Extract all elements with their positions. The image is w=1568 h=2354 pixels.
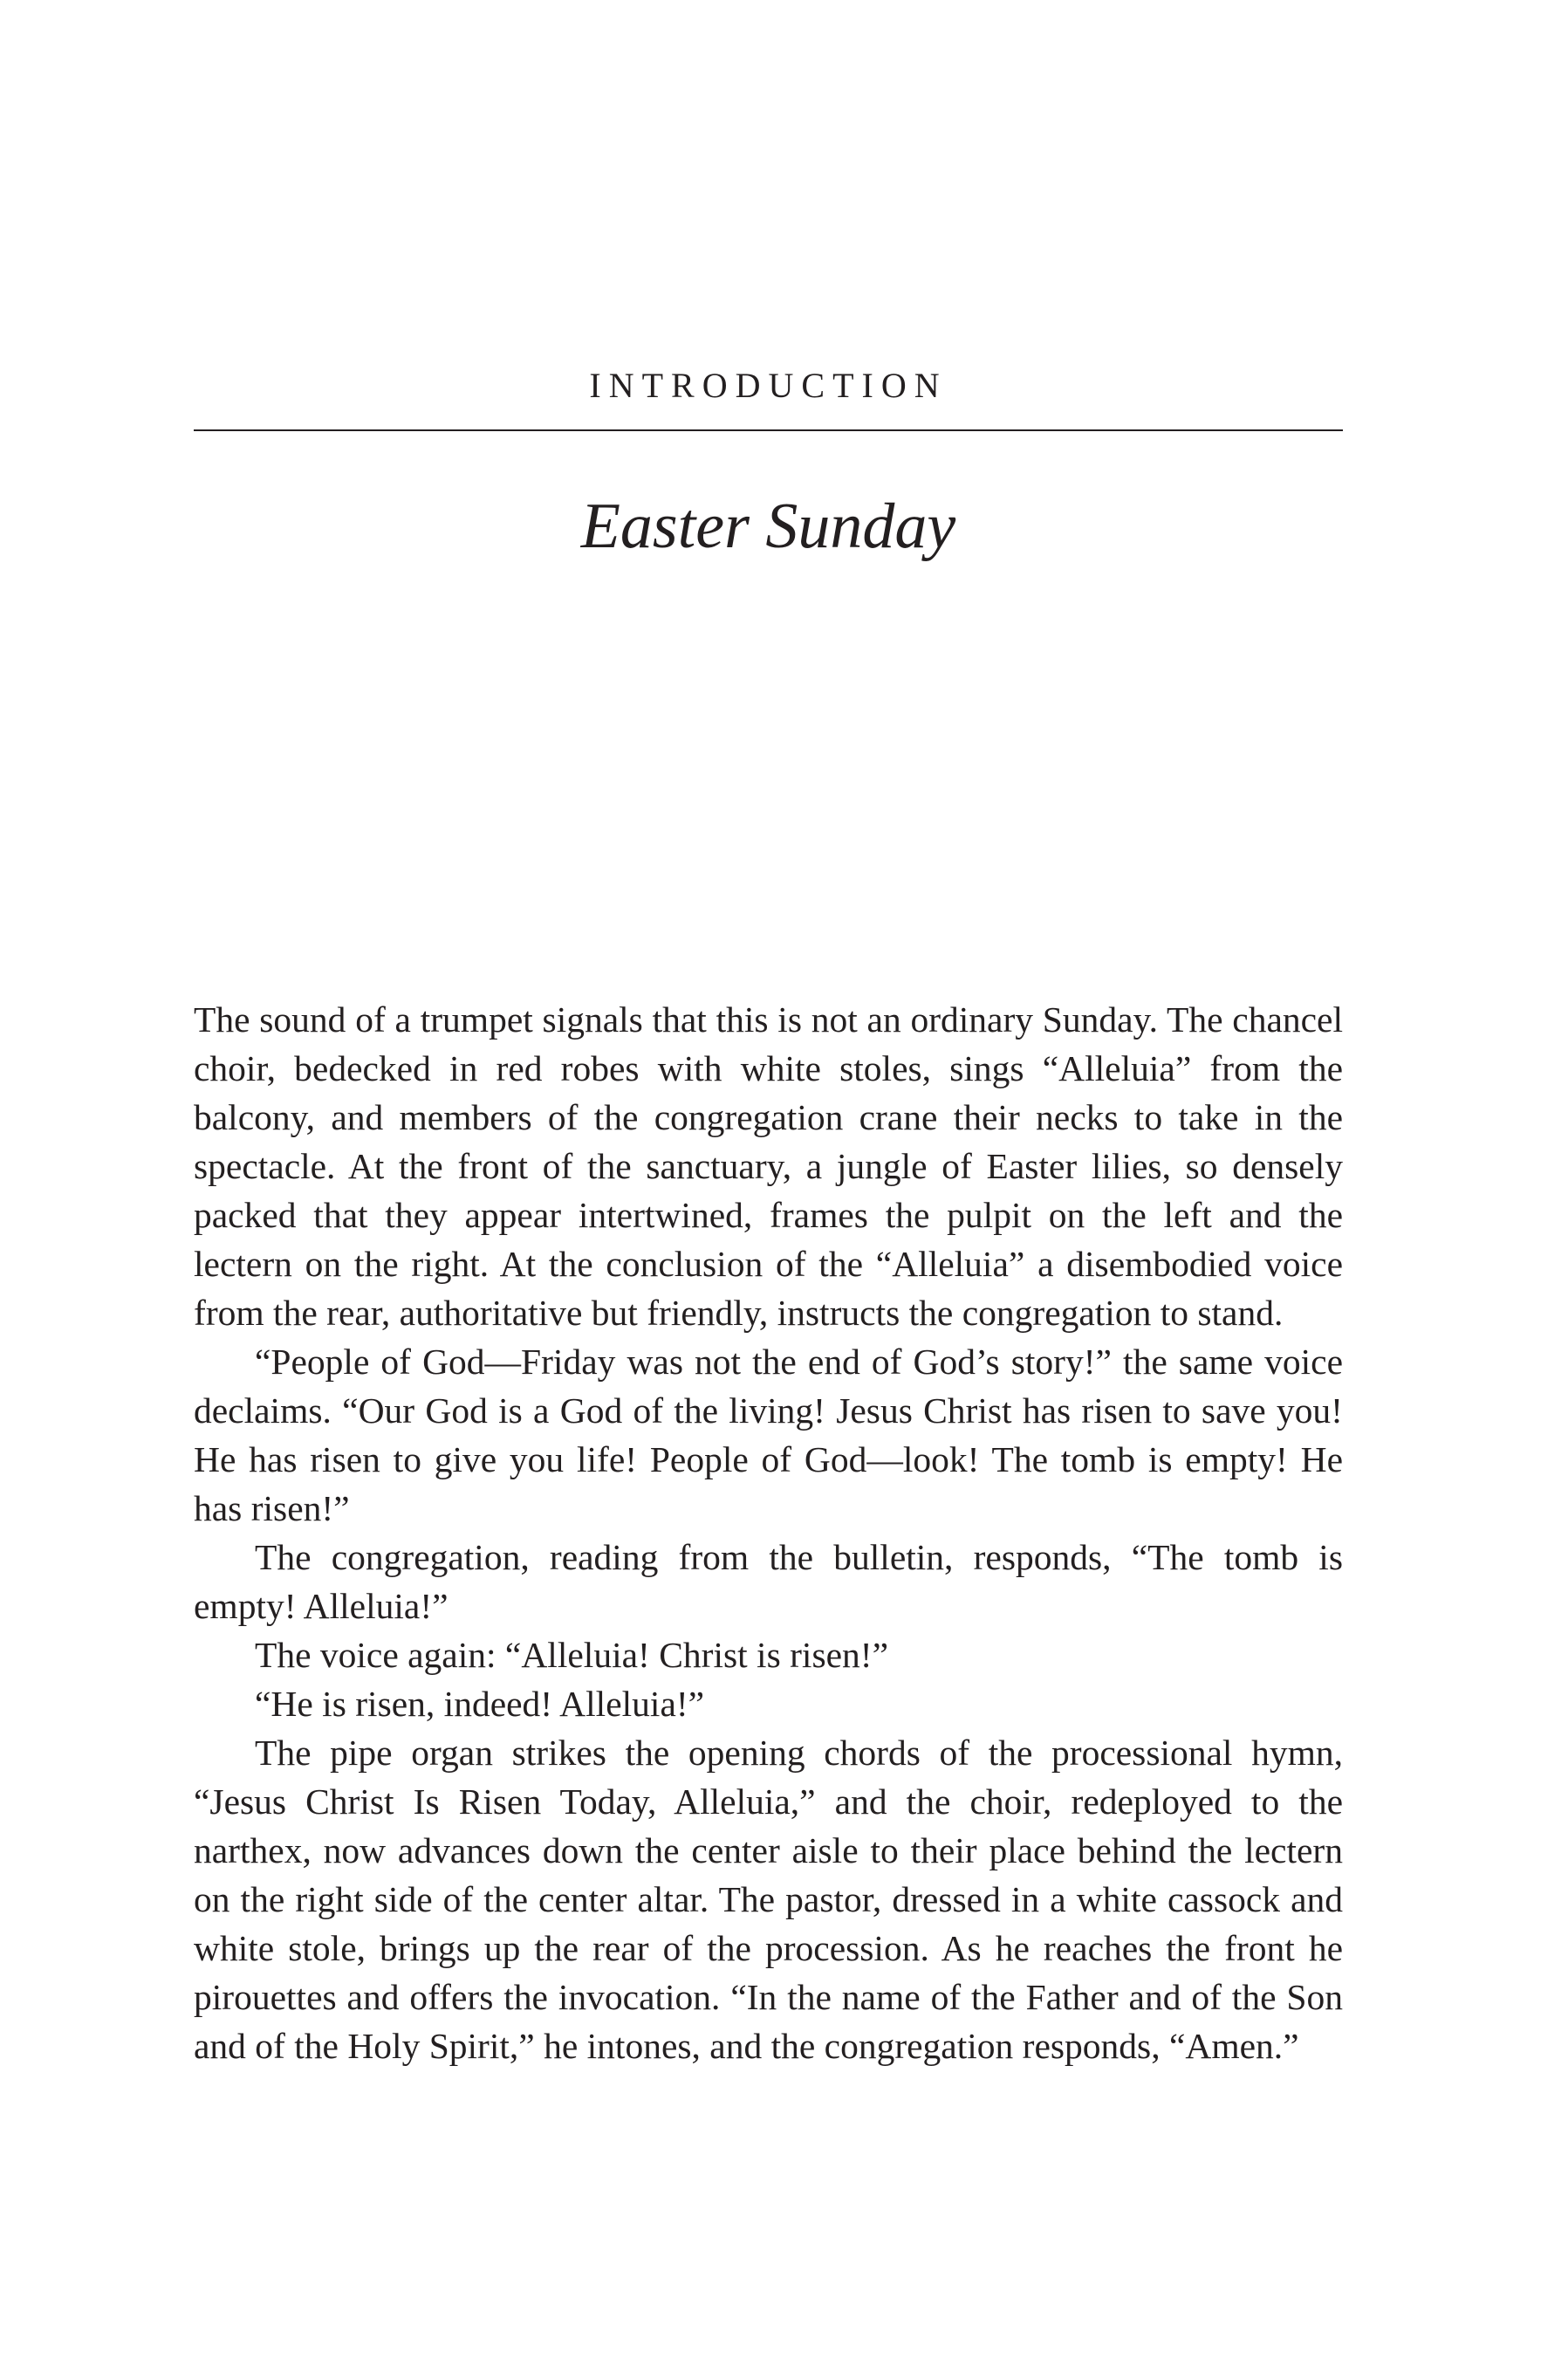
chapter-label: INTRODUCTION [589,366,948,405]
paragraph: The sound of a trumpet signals that this is not an ordinary Sunday. The chancel choir, bedecked in red robes with white stoles, sings “Alleluia” from the balcony, and members of the congregation crane their necks to take in the spectacle. At the front of the sanctuary, a jungle of Easter lilies, so densely packed that they appear intertwined, frames the pulpit on the left and the lectern on the right. At the conclusion of the “Alleluia” a disembodied voice from the rear, authoritative but friendly, instructs the congregation to stand. [194,999,1343,1333]
paragraph: “He is risen, indeed! Alleluia!” [255,1684,705,1724]
paragraph: The pipe organ strikes the opening chords of the processional hymn, “Jesus Christ Is Risen Today, Alleluia,” and the choir, redeployed to the narthex, now advances down the center aisle to their place behind the lectern on the right side of the center altar. The pastor, dressed in a white cassock and white stole, brings up the rear of the procession. As he reaches the front he pirouettes and offers the invocation. “In the name of the Father and of the Son and of the Holy Spirit,” he intones, and the congregation responds, “Amen.” [194,1733,1343,2066]
paragraph: The congregation, reading from the bulletin, responds, “The tomb is empty! Alleluia!” [194,1537,1343,1626]
paragraph: The voice again: “Alleluia! Christ is risen!” [255,1635,889,1675]
paragraph: “People of God—Friday was not the end of God’s story!” the same voice declaims. “Our God is a God of the living! Jesus Christ has risen to save you! He has risen to give you life! People of God—look! The tomb is empty! He has risen!” [194,1342,1343,1528]
chapter-title: Easter Sunday [580,491,956,562]
body-text [194,995,1343,2070]
header-divider [194,429,1343,431]
